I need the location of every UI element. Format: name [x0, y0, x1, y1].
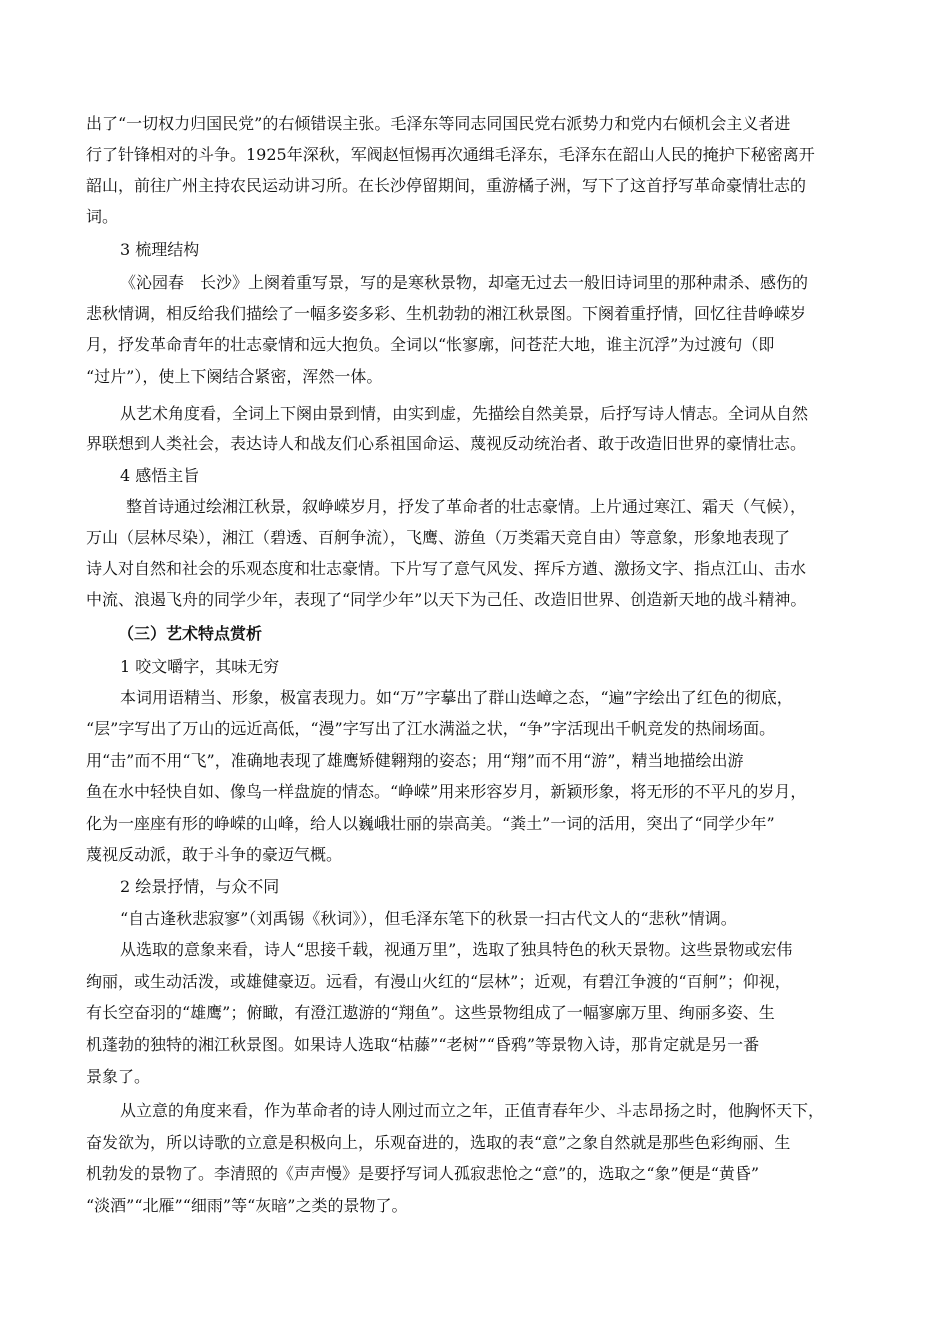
text-line: 中流、浪遏飞舟的同学少年，表现了“同学少年”以天下为己任、改造旧世界、创造新天地的战斗精神。: [86, 590, 807, 609]
text-line: 行了针锋相对的斗争。1925年深秋，军阀赵恒惕再次通缉毛泽东，毛泽东在韶山人民的掩护下秘密离开: [86, 145, 815, 164]
text-line: “过片”），使上下阕结合紧密，浑然一体。: [86, 367, 383, 386]
text-line: 景象了。: [86, 1067, 151, 1086]
section-heading: 2 绘景抒情，与众不同: [120, 877, 280, 896]
text-line: 韶山，前往广州主持农民运动讲习所。在长沙停留期间，重游橘子洲，写下了这首抒写革命豪情壮志的: [86, 176, 807, 195]
text-line: 机蓬勃的独特的湘江秋景图。如果诗人选取“枯藤”“老树”“昏鸦”等景物入诗，那肯定就是另一番: [86, 1035, 760, 1054]
section-heading: 4 感悟主旨: [120, 466, 200, 485]
text-line: “自古逢秋悲寂寥”（刘禹锡《秋词》），但毛泽东笔下的秋景一扫古代文人的“悲秋”情调。: [120, 909, 737, 928]
text-line: 月，抒发革命青年的壮志豪情和远大抱负。全词以“怅寥廓，问苍茫大地，谁主沉浮”为过渡句（即: [86, 335, 775, 354]
text-line: 奋发欲为，所以诗歌的立意是积极向上，乐观奋进的，选取的表“意”之象自然就是那些色彩绚丽、生: [86, 1133, 791, 1152]
text-line: 界联想到人类社会，表达诗人和战友们心系祖国命运、蔑视反动统治者、敢于改造旧世界的豪情壮志。: [86, 434, 807, 453]
text-line: 从立意的角度来看，作为革命者的诗人刚过而立之年，正值青春年少、斗志昂扬之时，他胸怀天下，: [120, 1101, 825, 1120]
text-line: 诗人对自然和社会的乐观态度和壮志豪情。下片写了意气风发、挥斥方遒、激扬文字、指点江山、击水: [86, 559, 807, 578]
section-heading: 1 咬文嚼字，其味无穷: [120, 657, 280, 676]
text-line: 有长空奋羽的“雄鹰”；俯瞰，有澄江遨游的“翔鱼”。这些景物组成了一幅寥廓万里、绚丽多姿、生: [86, 1003, 775, 1022]
text-line: 词。: [86, 207, 119, 226]
text-line: 从艺术角度看，全词上下阕由景到情，由实到虚，先描绘自然美景，后抒写诗人情志。全词从自然: [120, 404, 809, 423]
text-line: 化为一座座有形的峥嵘的山峰，给人以巍峨壮丽的崇高美。“粪土”一词的活用，突出了“同学少年”: [86, 814, 775, 833]
text-line: 整首诗通过绘湘江秋景，叙峥嵘岁月，抒发了革命者的壮志豪情。上片通过寒江、霜天（气候），: [126, 497, 807, 516]
text-line: 蔑视反动派，敢于斗争的豪迈气概。: [86, 845, 343, 864]
section-heading: 3 梳理结构: [120, 240, 200, 259]
text-line: 鱼在水中轻快自如、像鸟一样盘旋的情态。“峥嵘”用来形容岁月，新颖形象，将无形的不平凡的岁月，: [86, 782, 807, 801]
text-line: 用“击”而不用“飞”，准确地表现了雄鹰矫健翱翔的姿态；用“翔”而不用“游”，精当地描绘出游: [86, 751, 744, 770]
text-line: 本词用语精当、形象，极富表现力。如“万”字摹出了群山迭嶂之态，“遍”字绘出了红色的彻底，: [120, 688, 793, 707]
section-title: （三）艺术特点赏析: [118, 624, 263, 643]
text-line: 从选取的意象来看，诗人“思接千载，视通万里”，选取了独具特色的秋天景物。这些景物或宏伟: [120, 940, 793, 959]
text-line: 机勃发的景物了。李清照的《声声慢》是要抒写词人孤寂悲怆之“意”的，选取之“象”便是“黄昏”: [86, 1164, 760, 1183]
text-line: “淡酒”“北雁”“细雨”等“灰暗”之类的景物了。: [86, 1196, 408, 1215]
text-line: 悲秋情调，相反给我们描绘了一幅多姿多彩、生机勃勃的湘江秋景图。下阕着重抒情，回忆往昔峥嵘岁: [86, 304, 807, 323]
text-line: “层”字写出了万山的远近高低，“漫”字写出了江水满溢之状，“争”字活现出千帆竞发的热闹场面。: [86, 719, 776, 738]
text-line: 绚丽，或生动活泼，或雄健豪迈。远看，有漫山火红的“层林”；近观，有碧江争渡的“百舸”；仰视，: [86, 972, 791, 991]
text-line: 万山（层林尽染），湘江（碧透、百舸争流），飞鹰、游鱼（万类霜天竞自由）等意象，形象地表现了: [86, 528, 791, 547]
text-line: 出了“一切权力归国民党”的右倾错误主张。毛泽东等同志同国民党右派势力和党内右倾机会主义者进: [86, 114, 791, 133]
text-line: 《沁园春 长沙》上阕着重写景，写的是寒秋景物，却毫无过去一般旧诗词里的那种肃杀、感伤的: [120, 273, 809, 292]
